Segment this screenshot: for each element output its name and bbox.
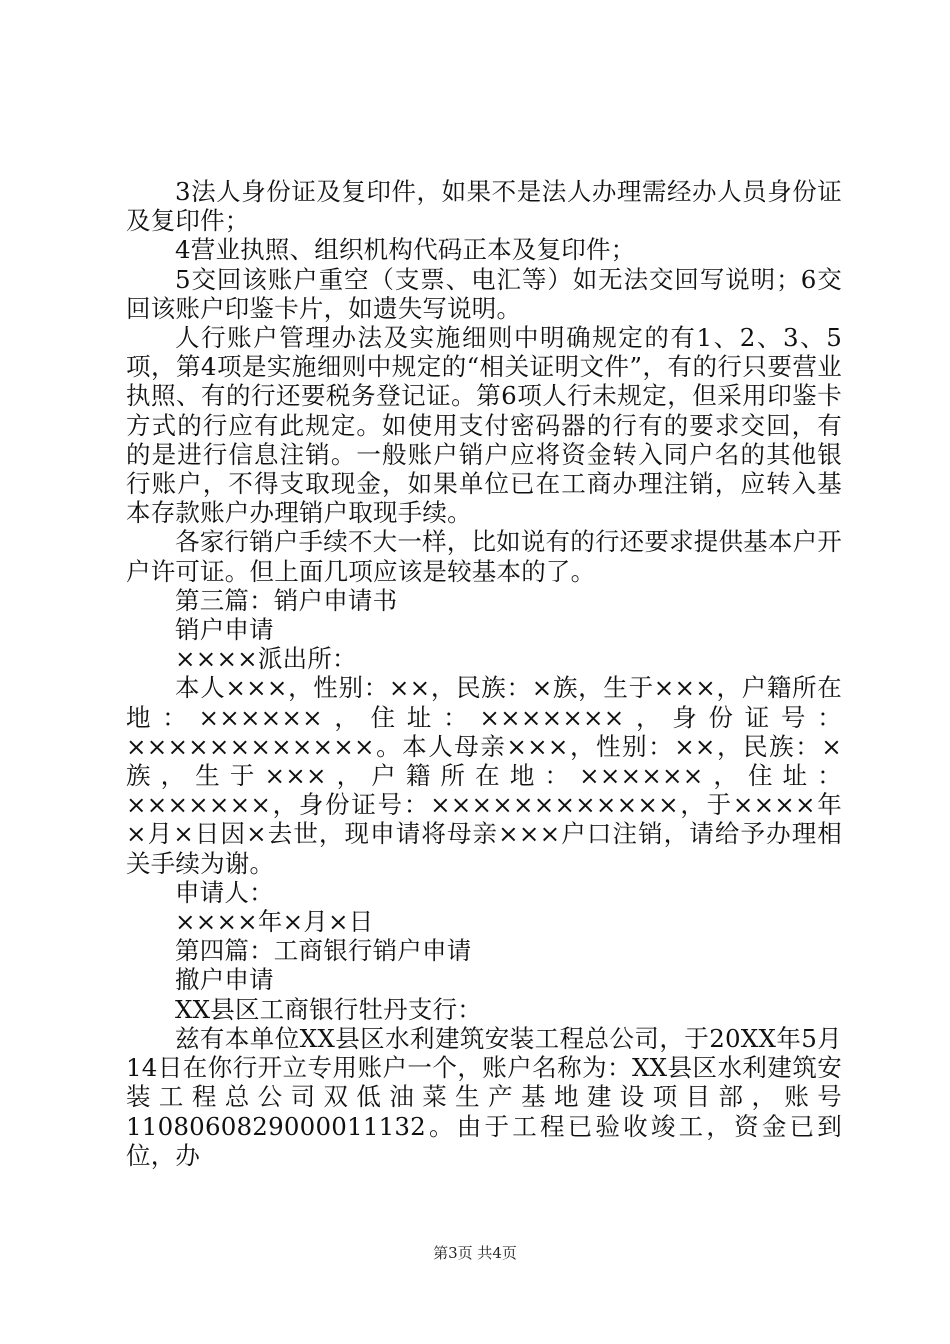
letter-title-withdraw-account: 撤户申请 (175, 965, 274, 995)
letter-body-bank: 兹有本单位XX县区水利建筑安装工程总公司，于20XX年5月14日在你行开立专用账户一个，账户名称为：XX县区水利建筑安装工程总公司双低油菜生产基地建设项目部，账号1108060829000011132。由于工程已验收竣工，资金已到位，办 (126, 1023, 842, 1170)
page-footer: 第3页 共4页 (433, 1244, 517, 1262)
letter-body-household: 本人×××，性别：××，民族：×族，生于×××，户籍所在地：××××××，住址：×××××××，身份证号：××××××××××××。本人母亲×××，性别：××，民族：×族，生于×××，户籍所在地：××××××，住址：×××××××，身份证号：××××××××××××，于××××年×月×日因×去世，现申请将母亲×××户口注销，请给予办理相关手续为谢。 (126, 673, 842, 878)
paragraph-id-copy: 3法人身份证及复印件，如果不是法人办理需经办人员身份证及复印件； (126, 177, 842, 236)
letter-applicant: 申请人： (175, 877, 274, 907)
document-body (126, 177, 842, 1170)
letter-date: ××××年×月×日 (175, 907, 374, 937)
section-heading-three: 第三篇：销户申请书 (175, 585, 398, 615)
letter-recipient-bank: XX县区工商银行牡丹支行： (175, 994, 482, 1024)
letter-recipient-police: ××××派出所： (175, 644, 357, 674)
paragraph-bank-differences: 各家行销户手续不大一样，比如说有的行还要求提供基本户开户许可证。但上面几项应该是较基本的了。 (126, 527, 842, 586)
paragraph-return-items: 5交回该账户重空（支票、电汇等）如无法交回写说明；6交回该账户印鉴卡片，如遗失写说明。 (126, 264, 842, 323)
letter-title-cancel-account: 销户申请 (175, 615, 274, 645)
paragraph-license: 4营业执照、组织机构代码正本及复印件； (175, 235, 636, 265)
paragraph-rules: 人行账户管理办法及实施细则中明确规定的有1、2、3、5项，第4项是实施细则中规定的“相关证明文件”，有的行只要营业执照、有的行还要税务登记证。第6项人行未规定，但采用印鉴卡方式的行应有此规定。如使用支付密码器的行有的要求交回，有的是进行信息注销。一般账户销户应将资金转入同户名的其他银行账户，不得支取现金，如果单位已在工商办理注销，应转入基本存款账户办理销户取现手续。 (126, 323, 842, 528)
section-heading-four: 第四篇：工商银行销户申请 (175, 936, 472, 966)
